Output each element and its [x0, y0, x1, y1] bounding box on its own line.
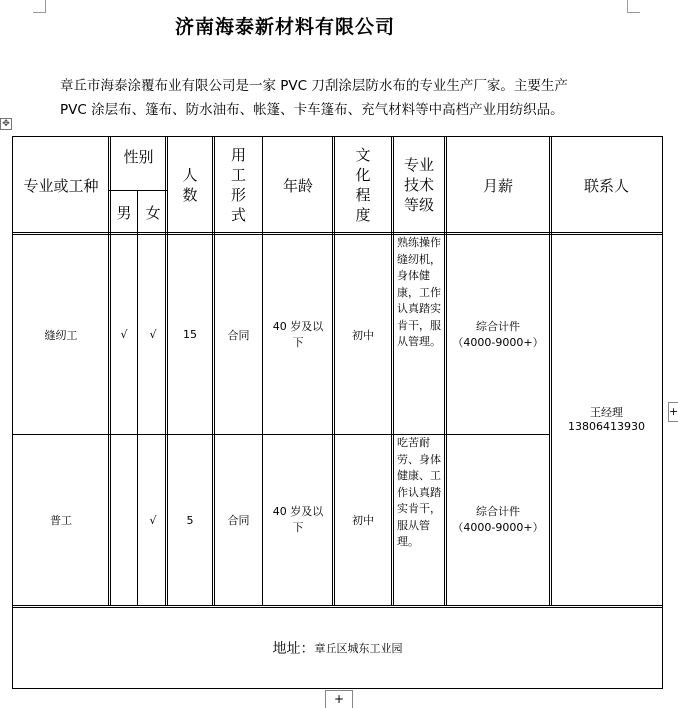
- header-count: 人数: [182, 166, 198, 204]
- intro-line-2: PVC 涂层布、篷布、防水油布、帐篷、卡车篷布、充气材料等中高档产业用纺织品。: [60, 102, 564, 118]
- table-move-handle-icon[interactable]: ✥: [0, 118, 12, 130]
- row2-female-check: √: [149, 513, 157, 527]
- row2-employment: 合同: [227, 514, 250, 527]
- row1-profession: 缝纫工: [44, 328, 78, 342]
- recruitment-table: [12, 136, 663, 689]
- row1-male-check: √: [120, 328, 128, 341]
- header-employment: 用工形式: [230, 146, 246, 224]
- header-gender: 性别: [123, 147, 154, 166]
- row2-salary: [446, 435, 550, 605]
- header-profession: 专业或工种: [23, 176, 99, 195]
- header-salary: 月薪: [482, 176, 513, 195]
- row1-salary-range: （4000-9000+）: [452, 335, 544, 349]
- row2-age: 40 岁及以下: [272, 505, 324, 534]
- intro-line-1: 章丘市海泰涂覆布业有限公司是一家 PVC 刀刮涂层防水布的专业生产厂家。主要生产: [60, 78, 568, 94]
- crop-mark-top-right: [627, 0, 640, 13]
- row1-female-check: √: [149, 328, 157, 341]
- row2-education: 初中: [352, 514, 374, 527]
- row2-count: 5: [186, 513, 194, 527]
- contact-phone: 13806413930: [568, 420, 645, 433]
- add-column-icon[interactable]: +: [668, 402, 678, 422]
- header-age: 年龄: [282, 176, 313, 195]
- header-male: 男: [116, 203, 132, 222]
- document-title: 济南海泰新材料有限公司: [174, 16, 395, 38]
- address-value: 章丘区城东工业园: [314, 642, 403, 655]
- row1-employment: 合同: [227, 328, 250, 342]
- add-row-icon[interactable]: +: [325, 690, 353, 708]
- row2-male-check: [110, 435, 138, 605]
- row2-salary-type: 综合计件: [476, 505, 520, 518]
- header-education: 文化程度: [355, 146, 371, 224]
- contact-cell: [551, 235, 662, 605]
- address-label: 地址：: [272, 641, 315, 657]
- contact-name: 王经理: [590, 406, 623, 419]
- company-intro: [60, 74, 620, 122]
- row1-education: 初中: [352, 328, 374, 342]
- row1-salary: [446, 235, 550, 434]
- row2-profession: 普工: [50, 514, 72, 527]
- header-skill: 专业技术等级: [403, 156, 434, 214]
- row1-salary-type: 综合计件: [476, 319, 520, 333]
- row1-skill: 熟练操作缝纫机，身体健康，工作认真踏实肯干，服从管理。: [397, 236, 441, 348]
- row1-count: 15: [183, 328, 197, 341]
- row2-salary-range: （4000-9000+）: [452, 521, 544, 534]
- row1-age: 40 岁及以下: [272, 319, 324, 349]
- address-row: [13, 608, 662, 688]
- row2-skill: 吃苦耐劳、身体健康、工作认真踏实肯干，服从管理。: [397, 436, 441, 548]
- header-contact: 联系人: [583, 176, 629, 195]
- header-female: 女: [145, 203, 161, 222]
